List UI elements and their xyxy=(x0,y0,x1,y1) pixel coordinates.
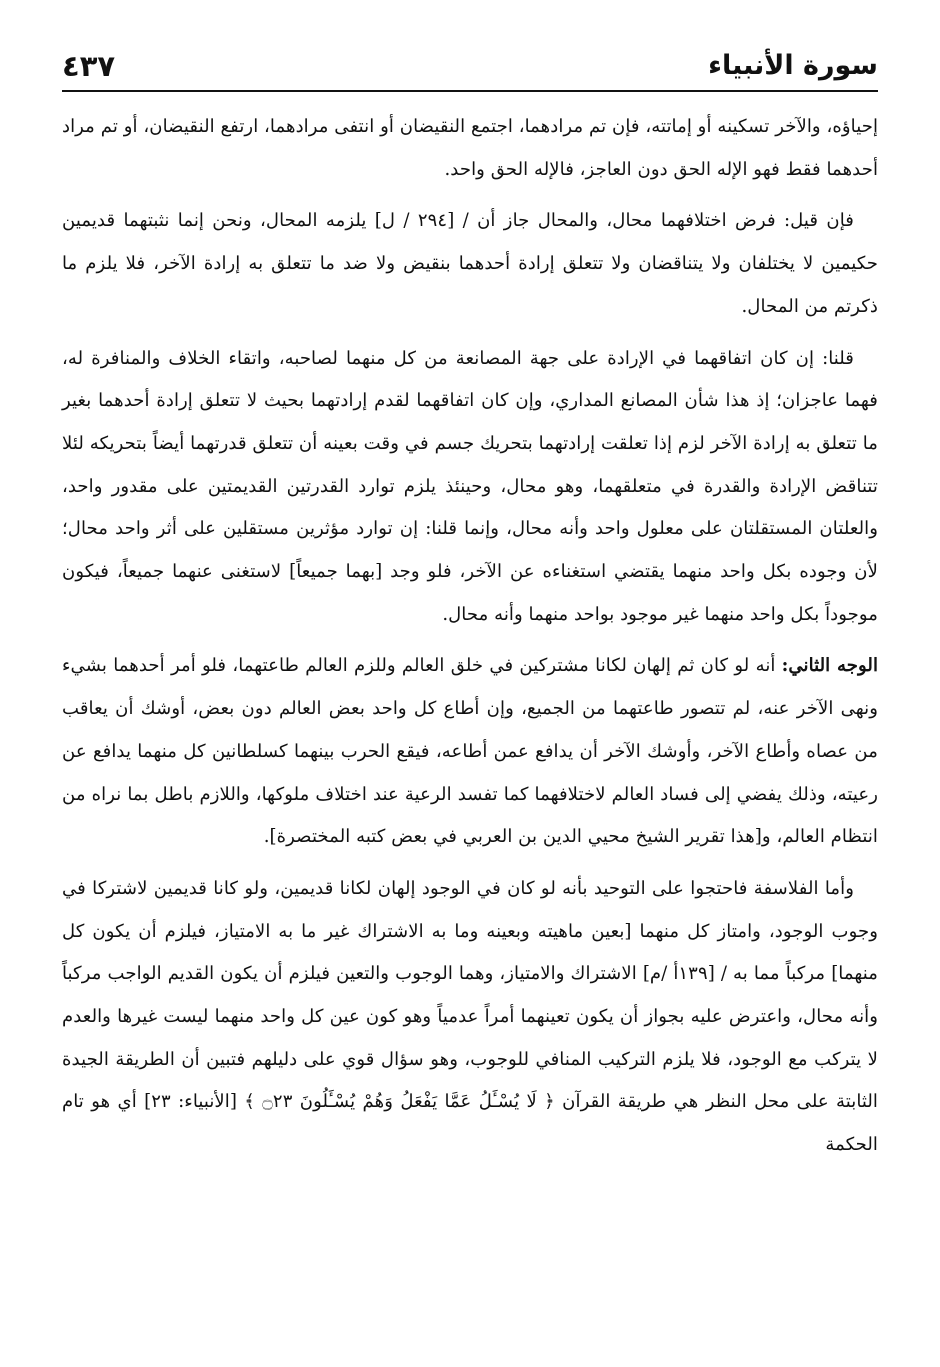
running-title: سورة الأنبياء xyxy=(708,50,878,81)
paragraph-objection xyxy=(62,200,878,328)
paragraph-text: قلنا: إن كان اتفاقهما في الإرادة على جهة المصانعة من كل منهما لصاحبه، واتقاء الخلاف والمنافرة له، فهما عاجزان؛ إذ هذا شأن المصانع المداري، وإن كان اتفاقهما لقدم إرادتهما بحيث لا تتعلق إرادة أحدهما بغير ما تتعلق به إرادة الآخر لزم إذا تعلقت إرادتهما بتحريك جسم في وقت بعينه أن تتعلق قدرتهما أيضاً بتحريكه لئلا تتناقض الإرادة والقدرة في متعلقهما، وهو محال، وحينئذ يلزم توارد القدرتين القديمتين على مقدور واحد، والعلتان المستقلتان على معلول واحد وأنه محال، وإنما قلنا: إن توارد مؤثرين مستقلين على أثر واحد محال؛ لأن وجوده بكل واحد منهما يقتضي استغناءه عن الآخر، فلو وجد [بهما جميعاً] لاستغنى عنهما جميعاً، فيكون موجوداً بكل واحد منهما غير موجود بواحد منهما وأنه محال. xyxy=(62,347,878,625)
paragraph-text: إحياؤه، والآخر تسكينه أو إماتته، فإن تم مرادهما، اجتمع النقيضان أو انتفى مرادهما، ارتفع النقيضان، أو تم مراد أحدهما فقط فهو الإله الحق دون العاجز، فالإله الحق واحد. xyxy=(62,116,878,180)
page-body xyxy=(62,106,878,1176)
paragraph-lead-heading: الوجه الثاني: xyxy=(781,655,878,677)
page-number: ٤٣٧ xyxy=(62,49,116,83)
page-header xyxy=(62,36,878,86)
paragraph-reply xyxy=(62,338,878,637)
paragraph-text: وأما الفلاسفة فاحتجوا على التوحيد بأنه لو كان في الوجود إلهان لكانا قديمين، ولو كانا قديمين لاشتركا في وجوب الوجود، وامتاز كل منهما [بعين ماهيته وبعينه وما به الاشتراك غير ما به الامتياز، فيلزم أن يكون كل منهما] مركباً مما به / [١٣٩أ /م] الاشتراك والامتياز، وهما الوجوب والتعين فيلزم أن يكون القديم الواجب مركباً وأنه محال، واعترض عليه بجواز أن يكون تعينهما أمراً عدمياً وهو كون عين كل واحد منهما ليست غيرها والعدم لا يتركب مع الوجود، فلا يلزم التركيب المنافي للوجوب، وهو سؤال قوي على دليلهم فتبين أن الطريقة الجيدة الثابتة على محل النظر هي طريقة القرآن ﴿ لَا يُسْـَٔلُ عَمَّا يَفْعَلُ وَهُمْ يُسْـَٔلُونَ ۝٢٣ ﴾ [الأنبياء: ٢٣] أي هو تام الحكمة xyxy=(62,877,878,1156)
paragraph-continuation xyxy=(62,106,878,191)
header-divider xyxy=(62,90,878,92)
paragraph-text: أنه لو كان ثم إلهان لكانا مشتركين في خلق العالم وللزم العالم طاعتهما، فلو أمر أحدهما بشيء ونهى الآخر عنه، لم تتصور طاعتهما من الجميع، وإن أطاع كل واحد بعض العالم دون بعض، أوشك أن يعاقب من عصاه وأطاع الآخر، وأوشك الآخر أن يدافع عمن أطاعه، فيقع الحرب بينهما كسلطانين كل منهما يدافع عن رعيته، وذلك يفضي إلى فساد العالم لاختلافهما كما تفسد الرعية عند اختلاف ملوكها، واللازم باطل بما نراه من انتظام العالم، و[هذا تقرير الشيخ محيي الدين بن العربي في بعض كتبه المختصرة]. xyxy=(62,655,878,848)
paragraph-second-aspect xyxy=(62,645,878,859)
paragraph-philosophers xyxy=(62,868,878,1167)
paragraph-text: فإن قيل: فرض اختلافهما محال، والمحال جاز أن / [٢٩٤ / ل] يلزمه المحال، ونحن إنما نثبتهما قديمين حكيمين لا يختلفان ولا يتناقضان ولا تتعلق إرادة أحدهما بنقيض ولا ضد ما تتعلق به إرادة الآخر، فلا يلزم ما ذكرتم من المحال. xyxy=(62,210,878,317)
